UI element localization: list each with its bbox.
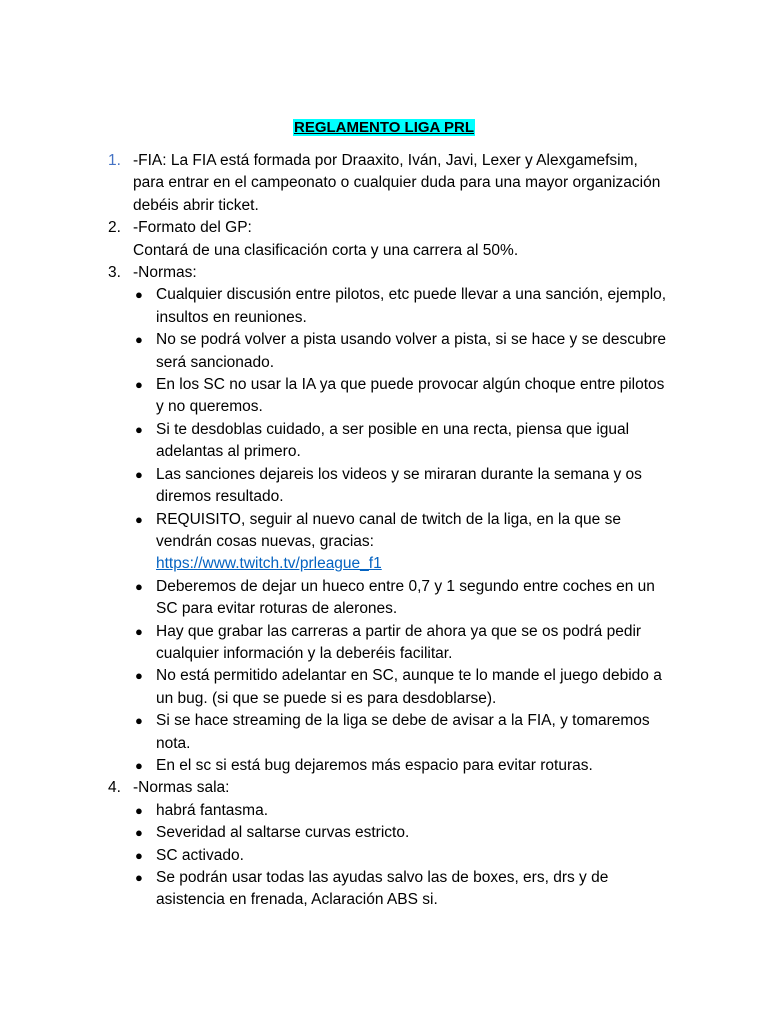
bullet-text: habrá fantasma.: [156, 801, 269, 819]
item-text: -Normas:: [133, 264, 197, 282]
bullet-text: SC activado.: [156, 846, 244, 864]
bullet-text: Hay que grabar las carreras a partir de ahora ya que se os podrá pedir cualquier información y la deberéis facilitar.: [156, 622, 642, 662]
rules-bullet-list: [133, 284, 668, 777]
bullet-icon: ●: [135, 757, 143, 773]
bullet-icon: ●: [135, 825, 143, 841]
document-body: [108, 150, 668, 912]
bullet-item: [133, 464, 668, 509]
bullet-icon: ●: [135, 713, 143, 729]
bullet-text: Cualquier discusión entre pilotos, etc puede llevar a una sanción, ejemplo, insultos en reuniones.: [156, 286, 667, 326]
bullet-icon: ●: [135, 377, 143, 393]
item-text: -Normas sala:: [133, 779, 230, 797]
bullet-text: Deberemos de dejar un hueco entre 0,7 y 1 segundo entre coches en un SC para evitar roturas de alerones.: [156, 577, 655, 618]
bullet-icon: ●: [135, 421, 143, 437]
bullet-icon: ●: [135, 332, 143, 348]
bullet-text: No se podrá volver a pista usando volver a pista, si se hace y se descubre será sancionado.: [156, 331, 667, 371]
document-title: REGLAMENTO LIGA PRL: [294, 119, 474, 136]
bullet-text: Si se hace streaming de la liga se debe de avisar a la FIA, y tomaremos nota.: [156, 712, 650, 752]
bullet-icon: ●: [135, 511, 143, 527]
bullet-item: [133, 329, 668, 374]
bullet-item: [133, 867, 668, 912]
list-item-2: [108, 217, 668, 262]
bullet-text: Si te desdoblas cuidado, a ser posible en una recta, piensa que igual adelantas al primero.: [156, 420, 630, 461]
bullet-item: [133, 710, 668, 755]
bullet-item: [133, 419, 668, 464]
item-number: 3.: [108, 264, 121, 282]
bullet-icon: ●: [135, 847, 143, 863]
bullet-item: [133, 621, 668, 666]
item-number: 1.: [108, 152, 121, 169]
bullet-item: [133, 284, 668, 329]
room-rules-bullet-list: [133, 800, 668, 912]
list-item-4: [108, 777, 668, 911]
bullet-icon: ●: [135, 870, 143, 885]
item-number: 2.: [108, 219, 121, 237]
bullet-text: En el sc si está bug dejaremos más espacio para evitar roturas.: [156, 756, 593, 774]
bullet-icon: ●: [135, 578, 143, 594]
item-text: -FIA: La FIA está formada por Draaxito, Iván, Javi, Lexer y Alexgamefsim, para entrar en el campeonato o cualquier duda para una mayor organización debéis abrir ticket.: [133, 152, 661, 214]
bullet-text: No está permitido adelantar en SC, aunque te lo mande el juego debido a un bug. (si que se puede si es para desdoblarse).: [156, 667, 662, 707]
bullet-icon: ●: [135, 668, 143, 684]
bullet-text: Se podrán usar todas las ayudas salvo las de boxes, ers, drs y de asistencia en frenada, Aclaración ABS si.: [156, 869, 609, 909]
title-wrap: [0, 118, 768, 138]
bullet-icon: ●: [135, 802, 143, 818]
item-subtext: Contará de una clasificación corta y una carrera al 50%.: [133, 241, 519, 259]
bullet-item: [133, 665, 668, 710]
bullet-item: [133, 755, 668, 777]
bullet-item: [133, 845, 668, 867]
twitch-link[interactable]: https://www.twitch.tv/prleague_f1: [156, 555, 382, 573]
bullet-icon: ●: [135, 623, 143, 639]
bullet-item: [133, 800, 668, 822]
bullet-item: [133, 509, 668, 576]
bullet-item: [133, 374, 668, 419]
list-item-3: [108, 262, 668, 777]
bullet-item: [133, 576, 668, 621]
item-number: 4.: [108, 779, 121, 797]
bullet-icon: ●: [135, 287, 143, 303]
bullet-item: [133, 822, 668, 844]
bullet-text: REQUISITO, seguir al nuevo canal de twitch de la liga, en la que se vendrán cosas nuevas, gracias:: [156, 510, 621, 550]
list-item-1: [108, 150, 668, 217]
bullet-text: Severidad al saltarse curvas estricto.: [156, 824, 410, 842]
bullet-text: En los SC no usar la IA ya que puede provocar algún choque entre pilotos y no queremos.: [156, 376, 665, 416]
bullet-text: Las sanciones dejareis los videos y se miraran durante la semana y os diremos resultado.: [156, 465, 642, 506]
item-text: -Formato del GP:: [133, 219, 252, 237]
bullet-icon: ●: [135, 466, 143, 482]
